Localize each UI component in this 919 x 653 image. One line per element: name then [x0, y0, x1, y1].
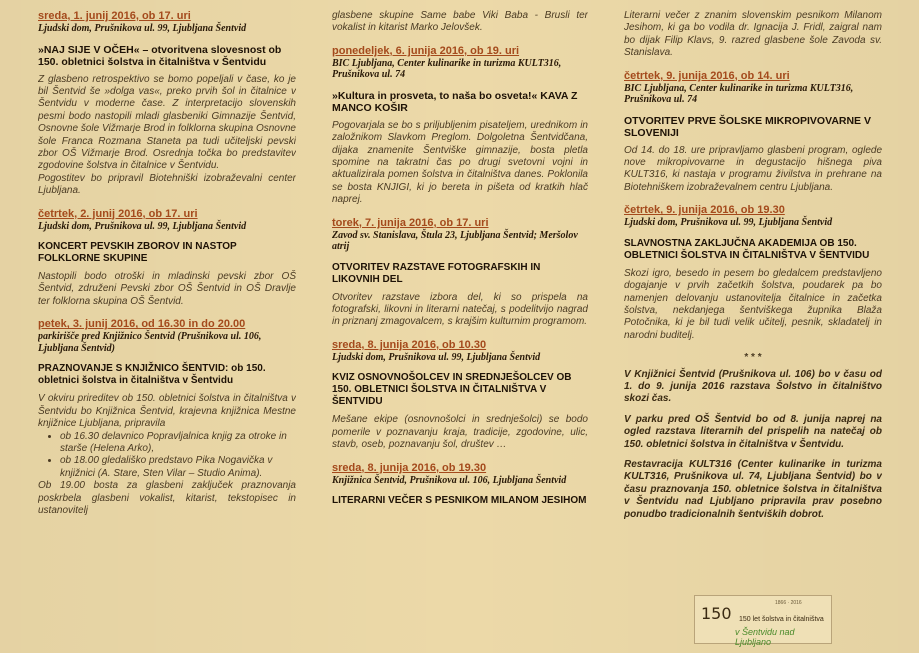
event-description: Od 14. do 18. ure pripravljamo glasbeni program, oglede nove mikropivovarne in degustacijo hišnega piva KULT316, ki nastaja v programu živilstva in prehrane na Biotehniškem izobraževalnem centru Ljubljana.	[624, 144, 882, 193]
separator-stars: * * *	[744, 352, 762, 364]
event-3	[38, 318, 296, 517]
event-description: V okviru prireditev ob 150. obletnici šolstva in čitalništva v Šentvidu bo Knjižnica Šentvid, krajevna knjižnica Mestne knjižnice Ljubljana, pripravila	[38, 393, 296, 430]
event-description: Mešane ekipe (osnovnošolci in srednješolci) se bodo pomerile v poznavanju kraja, tradicije, zgodovine, ulic, stavb, oseb, poznavanju šol, društev …	[332, 414, 588, 451]
event-location: parkirišče pred Knjižnico Šentvid (Prušnikova ul. 106, Ljubljana Šentvid)	[38, 331, 262, 354]
event-6	[332, 339, 588, 452]
event-location: Ljudski dom, Prušnikova ul. 99, Ljubljana Šentvid	[332, 351, 541, 363]
column-3	[624, 10, 882, 650]
note-paragraph: V Knjižnici Šentvid (Prušnikova ul. 106) bo v času od 1. do 9. junija 2016 razstava Šolstvo in čitalništvo skozi čas.	[624, 368, 882, 405]
event-location: Ljudski dom, Prušnikova ul. 99, Ljubljana Šentvid	[38, 23, 247, 34]
list-item: • ob 18.00 gledališko predstavo Pika Nogavička v knjižnici (A. Stare, Sten Vilar – Studio Anima).	[60, 455, 296, 480]
logo-line-1: 150 let šolstva in čitalništva	[739, 616, 824, 623]
event-description: Nastopili bodo otroški in mladinski pevski zbor OŠ Šentvid, združeni Pevski zbor OŠ Šentvid in OŠ Dravlje ter folklorna skupina OŠ Šentvid.	[38, 271, 296, 307]
event-description: Pogovarjala se bo s priljubljenim pisateljem, urednikom in založnikom Slavkom Preglom. Dolgoletna Šentvidčana, dijaka znamenite Šentviške gimnazije, bosta pletla spomine na takratni čas po drugi svetovni vojni in aktualizirala pomen šolstva in čitalništva danes. Poklonila se bosta KNJIGI, ki jo bereta in pišeta od kratkih hlač naprej.	[332, 119, 588, 206]
event-program-list	[38, 431, 296, 481]
event-location: BIC Ljubljana, Center kulinarike in turizma KULT316, Prušnikova ul. 74	[624, 82, 854, 106]
event-location: Knjižnica Šentvid, Prušnikova ul. 106, Ljubljana Šentvid	[332, 474, 567, 486]
event-date: sreda, 8. junija 2016, ob 19.30	[332, 461, 487, 474]
event-title: LITERARNI VEČER S PESNIKOM MILANOM JESIHOM	[332, 495, 587, 507]
column-2	[332, 10, 588, 650]
event-location: Ljudski dom, Prušnikova ul. 99, Ljubljana Šentvid	[38, 220, 247, 232]
event-location: BIC Ljubljana, Center kulinarike in turizma KULT316, Prušnikova ul. 74	[332, 57, 562, 81]
anniversary-logo	[694, 595, 832, 647]
event-title: KONCERT PEVSKIH ZBOROV IN NASTOP FOLKLORNE SKUPINE	[38, 241, 237, 265]
event-description-text: Z glasbeno retrospektivo se bomo popeljali v čase, ko je bil Šentvid še »dolga vas«, preko prvih šol in čitalnice v Šentvidu v moderne čase. Z interpretacijo slovenskih pesmi bodo nastopili mladi glasbeniki Gimnazije Šentvid, Osnovne šole Vižmarje Brod in folklorna skupina Osnovne šole Franca Rozmana Staneta pa tudi učiteljski pevski zbor OŠ Vižmarje Brod. Osrednja točka bo predstavitev zgodovine šolstva in čitalnice v Šentvidu.	[38, 73, 296, 172]
event-title: »NAJ SIJE V OČEH« – otvoritvena slovesnost ob 150. obletnici šolstva in čitalništva v Šentvidu	[38, 43, 282, 68]
continued-text: Literarni večer z znanim slovenskim pesnikom Milanom Jesihom, ki ga bo vodila dr. Ignacija J. Fridl, zaigral nam bo dijak Filip Klavs, 9. razred glasbene šole Zavoda sv. Stanislava.	[624, 10, 882, 59]
event-title: »Kultura in prosveta, to naša bo osveta!« KAVA Z MANCO KOŠIR	[332, 89, 578, 114]
event-description: Otvoritev razstave izbora del, ki so prispela na fotografski, likovni in literarni natečaj, s podelitvijo nagrad in priznanj zmagovalcem, s krajšim kulturnim programom.	[332, 291, 588, 328]
event-date: četrtek, 9. junija 2016, ob 19.30	[624, 204, 785, 217]
event-title: PRAZNOVANJE S KNJIŽNICO ŠENTVID: ob 150. obletnici šolstva in čitalništva v Šentvidu	[38, 363, 266, 387]
event-1	[38, 10, 296, 198]
event-description: Skozi igro, besedo in pesem bo gledalcem predstavljeno dogajanje v prvih začetkih šolstva, poudarek pa bo namenjen delovanju ustanoviteljа čitalnice in začetka šolstva, nekdanjega šentviškega župnika Blaža Potočnika, ki je bil tudi velik učitelj, pesnik, skladatelj in narodni buditelj.	[624, 267, 882, 341]
owl-logo-icon: 150	[701, 604, 732, 623]
event-description	[38, 74, 296, 198]
event-4	[332, 45, 588, 207]
note-paragraph: Restavracija KULT316 (Center kulinarike in turizma KULT316, Prušnikova ul. 74, Ljubljana Šentvid) bo v času praznovanja 150. obletnice šolstva in čitalništva v Šentvidu nad Ljubljano pripravila prav posebno ponudbo tradicionalnih šentviških dobrot.	[624, 459, 882, 520]
event-description: Ob 19.00 bosta za glasbeni zaključek praznovanja poskrbela glasbeni vokalist, kitarist, tekstopisec in ustanovitelj	[38, 480, 296, 516]
event-title: OTVORITEV PRVE ŠOLSKE MIKROPIVOVARNE V SLOVENIJI	[624, 114, 871, 139]
extra-notes	[624, 369, 882, 521]
event-5	[332, 217, 588, 329]
event-2	[38, 208, 296, 309]
event-8	[624, 70, 882, 195]
event-date: ponedeljek, 6. junija 2016, ob 19. uri	[332, 44, 520, 57]
event-date: četrtek, 9. junija 2016, ob 14. uri	[624, 69, 790, 82]
list-item: • ob 16.30 delavnico Popravljalnica knjig za otroke in starše (Helena Arko),	[60, 431, 296, 456]
event-date: sreda, 1. junij 2016, ob 17. uri	[38, 10, 191, 22]
continued-text: glasbene skupine Same babe Viki Baba - Brusli ter vokalist in kitarist Marko Jelovšek.	[332, 10, 588, 34]
event-title: SLAVNOSTNA ZAKLJUČNA AKADEMIJA OB 150. OBLETNICI ŠOLSTVA IN ČITALNIŠTVA V ŠENTVIDU	[624, 237, 870, 261]
logo-years: 1866 · 2016	[775, 600, 802, 606]
event-9	[624, 204, 882, 342]
note-paragraph: V parku pred OŠ Šentvid bo od 8. junija naprej na ogled razstava literarnih del prispelih na natečaj ob 150. obletnici šolstva in čitalništva v Šentvidu.	[624, 413, 882, 450]
event-description-text: Pogostitev bo pripravil Biotehniški izobraževalni center Ljubljana.	[38, 172, 296, 197]
event-location: Ljudski dom, Prušnikova ul. 99, Ljubljana Šentvid	[624, 217, 833, 229]
event-7	[332, 462, 588, 508]
event-date: petek, 3. junij 2016, od 16.30 in do 20.00	[38, 318, 246, 331]
event-location: Zavod sv. Stanislava, Štula 23, Ljubljana Šentvid; Meršolov atrij	[332, 229, 578, 253]
logo-line-2: v Šentvidu nad Ljubljano	[735, 627, 795, 647]
event-date: sreda, 8. junija 2016, ob 10.30	[332, 338, 487, 351]
event-title: OTVORITEV RAZSTAVE FOTOGRAFSKIH IN LIKOVNIH DEL	[332, 261, 541, 285]
event-title: KVIZ OSNOVNOŠOLCEV IN SREDNJEŠOLCEV OB 150. OBLETNICI ŠOLSTVA IN ČITALNIŠTVA V ŠENTVIDU	[332, 372, 572, 408]
column-1	[38, 10, 296, 650]
event-date: četrtek, 2. junij 2016, ob 17. uri	[38, 207, 198, 220]
event-date: torek, 7. junija 2016, ob 17. uri	[332, 216, 489, 229]
